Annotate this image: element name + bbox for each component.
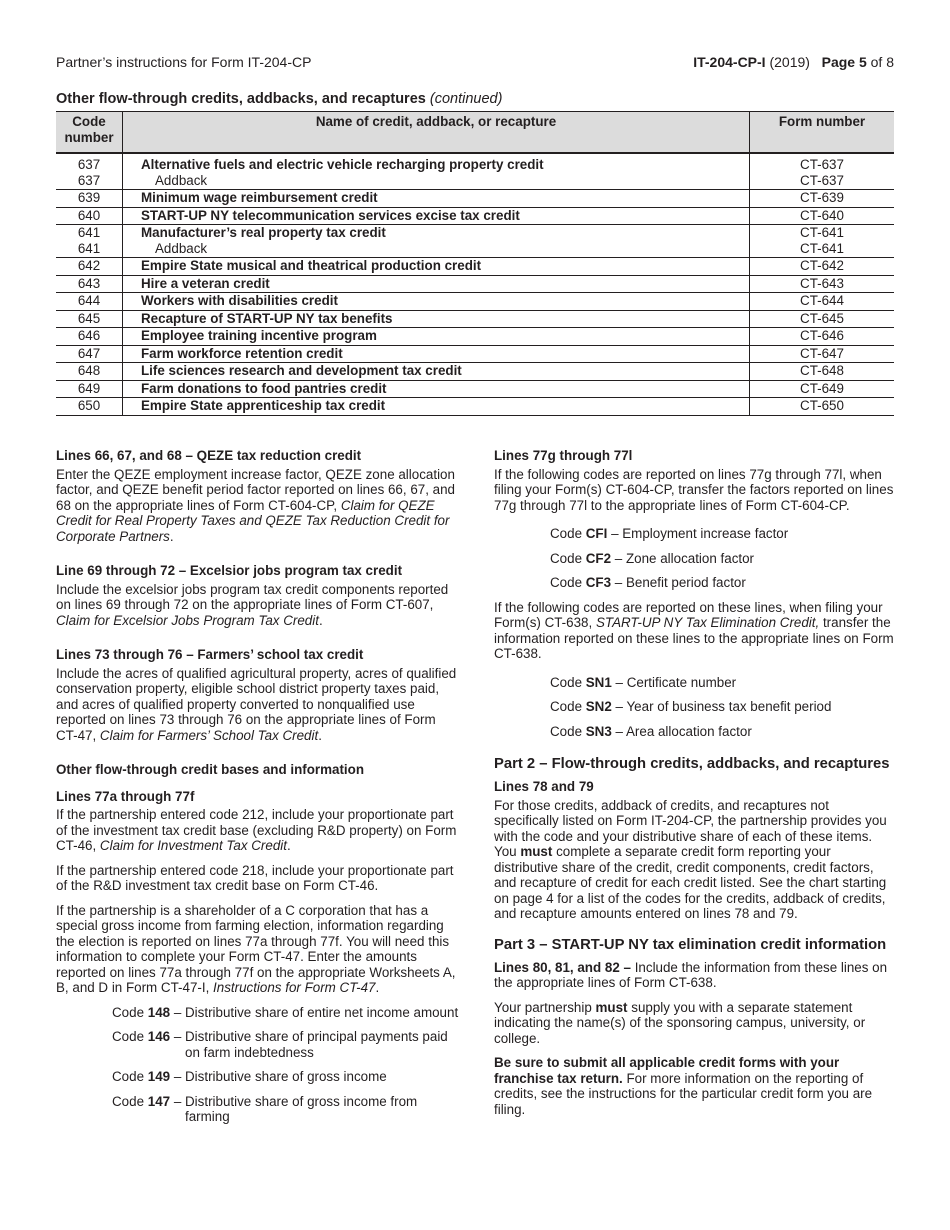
part2-heading: Part 2 – Flow-through credits, addbacks, and recaptures <box>494 756 890 772</box>
table-row <box>56 225 894 258</box>
credit-name: Empire State musical and theatrical production credit <box>141 258 482 273</box>
form-number: CT-641 <box>800 240 844 256</box>
credit-subitem: Addback <box>155 240 208 256</box>
code-cell <box>56 398 123 416</box>
lines-77a-heading: Lines 77a through 77f <box>56 788 195 804</box>
name-cell <box>123 398 750 416</box>
right-column <box>494 448 894 1126</box>
form-cell <box>750 363 895 381</box>
form-number: CT-646 <box>800 328 844 343</box>
code-description: Zone allocation factor <box>625 550 755 566</box>
code-218-paragraph: If the partnership entered code 218, include your proportionate part of the R&D investment tax credit base on Form CT-46. <box>56 862 454 893</box>
form-number: CT-642 <box>800 258 844 273</box>
code-item: Code 148 – Distributive share of entire net income amount <box>112 1004 459 1020</box>
lines-77g-heading: Lines 77g through 77l <box>494 448 633 463</box>
credit-name: Empire State apprenticeship tax credit <box>141 398 386 413</box>
table-title-bold: Other flow-through credits, addbacks, and recaptures <box>56 91 426 107</box>
code-number: 648 <box>77 363 101 378</box>
sponsoring-campus-paragraph: Your partnership must supply you with a separate statement indicating the name(s) of the sponsoring campus, university, or college. <box>494 999 866 1046</box>
farmers-paragraph: Include the acres of qualified agricultural property, acres of qualified conservation property, eligible school district property taxes paid, and acres of qualified property converted to nonqualified use reported on lines 73 through 76 on the appropriate lines of Form CT-47, Claim for Farmers’ School Tax Credit. <box>56 665 457 743</box>
form-number: CT-637 <box>800 157 844 172</box>
code-description: Year of business tax benefit period <box>626 699 832 714</box>
code-number: 639 <box>77 190 101 205</box>
excelsior-paragraph: Include the excelsior jobs program tax credit components reported on lines 69 through 72 on the appropriate lines of Form CT-607, Claim for Excelsior Jobs Program Tax Credit. <box>56 581 449 628</box>
col-header-code: Code number <box>56 112 123 154</box>
table-row <box>56 190 894 208</box>
code-number: 642 <box>77 258 101 273</box>
part3-heading: Part 3 – START-UP NY tax elimination credit information <box>494 936 887 953</box>
code-description: Distributive share of entire net income amount <box>185 1004 459 1020</box>
factor-code-list <box>494 526 894 591</box>
form-number: CT-637 <box>800 172 844 188</box>
header-right <box>693 54 894 70</box>
col-header-name: Name of credit, addback, or recapture <box>123 112 750 154</box>
code-number: 643 <box>77 275 101 291</box>
code-number: 650 <box>77 398 101 413</box>
table-row <box>56 398 894 416</box>
table-row <box>56 207 894 225</box>
code-number: 640 <box>77 207 101 223</box>
form-number: CT-643 <box>800 275 844 291</box>
form-number: CT-640 <box>800 207 844 223</box>
name-cell <box>123 207 750 225</box>
credit-name: Life sciences research and development tax credit <box>141 363 462 378</box>
credit-name: Alternative fuels and electric vehicle recharging property credit <box>141 157 544 172</box>
code-item: Code CF3 – Benefit period factor <box>550 575 746 590</box>
form-cell <box>750 380 895 398</box>
table-row <box>56 380 894 398</box>
col-header-form: Form number <box>750 112 895 154</box>
name-cell <box>123 345 750 363</box>
code-number: 647 <box>77 345 101 361</box>
name-cell <box>123 153 750 190</box>
form-cell <box>750 310 895 328</box>
form-cell <box>750 345 895 363</box>
code-cell <box>56 207 123 225</box>
qeze-paragraph: Enter the QEZE employment increase factor, QEZE zone allocation factor, and QEZE benefit period factor reported on lines 66, 67, and 68 on the appropriate lines of Form CT-604-CP, Claim for QEZE Credit for Real Property Taxes and QEZE Tax Reduction Credit for Corporate Partners. <box>56 466 455 544</box>
table-body <box>56 153 894 415</box>
form-cell <box>750 225 895 258</box>
credit-subitem: Addback <box>155 172 208 188</box>
code-cell <box>56 225 123 258</box>
name-cell <box>123 275 750 293</box>
form-cell <box>750 275 895 293</box>
form-cell <box>750 328 895 346</box>
code-cell <box>56 380 123 398</box>
lines-80-82-paragraph: Lines 80, 81, and 82 – Include the information from these lines on the appropriate lines of Form CT-638. <box>494 959 888 990</box>
submit-forms-paragraph: Be sure to submit all applicable credit forms with your franchise tax return. For more information on the reporting of credits, see the instructions for the particular credit form you are filing. <box>494 1055 873 1117</box>
code-description: Distributive share of gross income <box>185 1069 387 1084</box>
code-212-paragraph: If the partnership entered code 212, include your proportionate part of the investment tax credit base (excluding R&D property) on Form CT-46, Claim for Investment Tax Credit. <box>56 807 457 853</box>
credit-name: Recapture of START-UP NY tax benefits <box>141 310 393 326</box>
table-row <box>56 153 894 190</box>
ct638-paragraph: If the following codes are reported on these lines, when filing your Form(s) CT-638, START-UP NY Tax Elimination Credit, transfer the information reported on these lines to the appropriate lines on Form CT-638. <box>494 599 894 661</box>
table-row <box>56 328 894 346</box>
code-description: Area allocation factor <box>625 723 752 739</box>
code-cell <box>56 328 123 346</box>
table-row <box>56 345 894 363</box>
form-cell <box>750 153 895 190</box>
code-cell <box>56 363 123 381</box>
startup-code-list <box>494 675 894 740</box>
name-cell <box>123 380 750 398</box>
form-number: CT-639 <box>800 190 844 205</box>
form-number: CT-648 <box>800 363 844 378</box>
credit-name: Employee training incentive program <box>141 328 377 343</box>
form-number: CT-644 <box>800 293 844 308</box>
form-cell <box>750 293 895 311</box>
code-item: Code 149 – Distributive share of gross income <box>56 1069 460 1085</box>
code-item: Code 146 – Distributive share of principal payments paid on farm indebtedness <box>56 1029 460 1060</box>
code-cell <box>56 345 123 363</box>
code-number: 646 <box>77 328 101 343</box>
code-number: 649 <box>77 380 101 396</box>
form-number: CT-647 <box>800 345 844 361</box>
code-item: Code CF2 – Zone allocation factor <box>550 550 755 566</box>
name-cell <box>123 225 750 258</box>
table-row <box>56 275 894 293</box>
credit-name: Hire a veteran credit <box>141 275 270 291</box>
left-column <box>56 448 460 1134</box>
excelsior-heading: Line 69 through 72 – Excelsior jobs program tax credit <box>56 563 403 578</box>
name-cell <box>123 363 750 381</box>
code-description: Distributive share of principal payments paid on farm indebtedness <box>185 1029 448 1060</box>
name-cell <box>123 328 750 346</box>
code-cell <box>56 258 123 276</box>
credit-name: Workers with disabilities credit <box>141 293 338 308</box>
credit-name: Manufacturer’s real property tax credit <box>141 225 386 240</box>
farmers-heading: Lines 73 through 76 – Farmers’ school tax credit <box>56 647 364 662</box>
code-number: 641 <box>77 240 101 256</box>
name-cell <box>123 310 750 328</box>
credit-name: Minimum wage reimbursement credit <box>141 190 378 205</box>
table-header-row <box>56 112 894 154</box>
part2-paragraph: For those credits, addback of credits, and recaptures not specifically listed on Form IT-204-CP, the partnership provides you with the code and your distributive share of each of these items. You must complete a separate credit form reporting your distributive share of the credit, credit components, credit factors, and recapture of credit for each credit listed. See the chart starting on page 4 for a list of the codes for the credits, addback of credits, and recapture amounts entered on lines 78 and 79. <box>494 797 887 921</box>
form-cell <box>750 398 895 416</box>
code-number: 644 <box>77 293 101 308</box>
credit-name: Farm workforce retention credit <box>141 345 343 361</box>
code-cell <box>56 190 123 208</box>
table-title <box>56 91 502 107</box>
credit-name: START-UP NY telecommunication services excise tax credit <box>141 207 520 223</box>
lines-77g-paragraph: If the following codes are reported on lines 77g through 77l, when filing your Form(s) CT-604-CP, transfer the factors reported on lines 77g through 77l to the appropriate lines of Form CT-604-CP. <box>494 466 894 513</box>
code-item: Code SN2 – Year of business tax benefit period <box>550 699 832 714</box>
form-cell <box>750 190 895 208</box>
other-bases-heading: Other flow-through credit bases and information <box>56 762 364 777</box>
header-year: (2019) <box>769 54 810 70</box>
form-number: CT-650 <box>800 398 844 413</box>
credits-table <box>56 111 894 416</box>
code-cell <box>56 310 123 328</box>
code-item: Code CFI – Employment increase factor <box>550 526 789 541</box>
name-cell <box>123 190 750 208</box>
code-description: Benefit period factor <box>625 575 746 590</box>
credit-name: Farm donations to food pantries credit <box>141 380 387 396</box>
code-description: Employment increase factor <box>622 526 789 541</box>
header-form-number: IT-204-CP-I <box>693 54 766 70</box>
code-cell <box>56 153 123 190</box>
code-number: 637 <box>77 172 101 188</box>
name-cell <box>123 258 750 276</box>
form-cell <box>750 258 895 276</box>
qeze-heading: Lines 66, 67, and 68 – QEZE tax reduction credit <box>56 448 362 463</box>
table-row <box>56 310 894 328</box>
code-cell <box>56 293 123 311</box>
header-page: Page 5 <box>821 54 867 70</box>
code-description: Distributive share of gross income from farming <box>185 1093 418 1124</box>
code-number: 645 <box>77 310 101 326</box>
name-cell <box>123 293 750 311</box>
code-description: Certificate number <box>626 674 737 690</box>
code-number: 637 <box>77 157 101 172</box>
table-row <box>56 363 894 381</box>
farm-code-list <box>56 1005 460 1125</box>
c-corp-paragraph: If the partnership is a shareholder of a C corporation that has a special gross income from farming election, information regarding the election is reported on lines 77a through 77f. You will need this information to complete your Form CT-47. Enter the amounts reported on lines 77a through 77f on the appropriate Worksheets A, B, and D in Form CT-47-I, Instructions for Form CT-47. <box>56 902 456 995</box>
form-cell <box>750 207 895 225</box>
table-title-italic: (continued) <box>429 91 503 107</box>
code-number: 641 <box>77 225 101 240</box>
table-row <box>56 293 894 311</box>
lines-78-79-heading: Lines 78 and 79 <box>494 779 594 794</box>
form-number: CT-645 <box>800 310 844 326</box>
header-page-of: of 8 <box>870 54 894 70</box>
code-item: Code SN1 – Certificate number <box>550 674 737 690</box>
table-row <box>56 258 894 276</box>
form-number: CT-649 <box>800 380 844 396</box>
form-number: CT-641 <box>800 225 844 240</box>
code-cell <box>56 275 123 293</box>
code-item: Code SN3 – Area allocation factor <box>550 723 752 739</box>
header-left: Partner’s instructions for Form IT-204-CP <box>56 54 312 70</box>
code-item: Code 147 – Distributive share of gross income from farming <box>56 1094 460 1125</box>
